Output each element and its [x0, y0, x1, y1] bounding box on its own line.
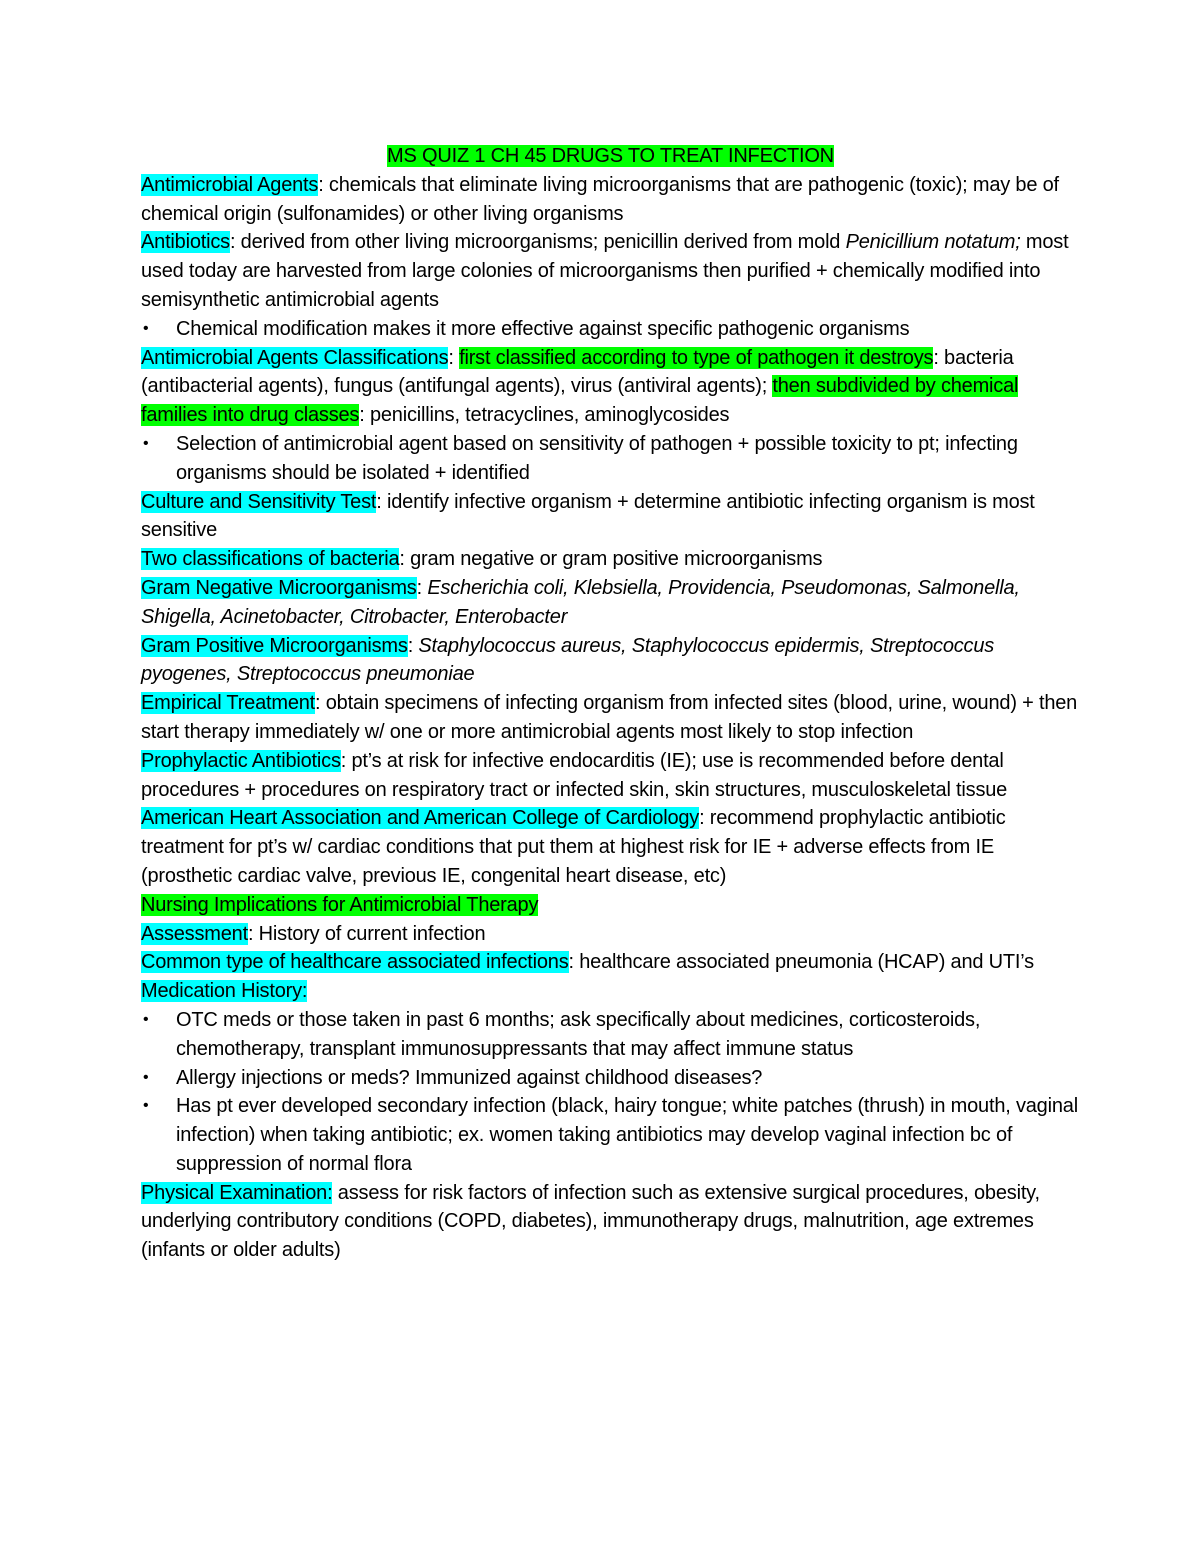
term-gram-negative: Gram Negative Microorganisms: [141, 576, 417, 599]
term-assessment: Assessment: [141, 922, 248, 945]
definition-text: : identify infective organism + determine antibiotic infecting organism is most sensitive: [141, 490, 1035, 542]
list-item: [141, 430, 1080, 488]
separator: :: [448, 346, 460, 369]
bullet-icon: •: [143, 434, 149, 452]
paragraph-assessment: [141, 920, 1080, 949]
paragraph-culture-test: [141, 488, 1080, 546]
bullet-icon: •: [143, 319, 149, 337]
paragraph-medication-history: [141, 977, 1080, 1006]
paragraph-gram-negative: [141, 574, 1080, 632]
definition-text: : gram negative or gram positive microorganisms: [399, 548, 823, 571]
bullet-icon: •: [143, 1097, 149, 1115]
term-antibiotics: Antibiotics: [141, 231, 230, 254]
paragraph-classifications: [141, 344, 1080, 430]
term-culture-test: Culture and Sensitivity Test: [141, 490, 377, 513]
classifications-bullet-list: [141, 430, 1080, 488]
species-list: Escherichia coli, Klebsiella, Providencia, Pseudomonas, Salmonella, Shigella, Acinetobacter, Citrobacter, Enterobacter: [141, 576, 1020, 628]
definition-text: : healthcare associated pneumonia (HCAP) and UTI’s: [568, 951, 1034, 974]
definition-text: : derived from other living microorganisms; penicillin derived from mold: [229, 231, 846, 254]
document-title: [141, 142, 1080, 171]
list-item-text: Allergy injections or meds? Immunized against childhood diseases?: [176, 1066, 763, 1089]
paragraph-gram-positive: [141, 632, 1080, 690]
definition-text: most used today are harvested from large colonies of microorganisms then purified + chemically modified into semisynthetic antimicrobial agents: [141, 231, 1069, 311]
green-highlight-text: then subdivided by chemical families into drug classes: [141, 375, 1019, 427]
definition-text: : recommend prophylactic antibiotic treatment for pt’s w/ cardiac conditions that put them at highest risk for IE + adverse effects from IE (prosthetic cardiac valve, previous IE, congenital heart disease, etc): [141, 807, 1006, 887]
term-gram-positive: Gram Positive Microorganisms: [141, 634, 408, 657]
paragraph-physical-exam: [141, 1179, 1080, 1265]
medication-history-bullet-list: [141, 1006, 1080, 1179]
paragraph-common-type: [141, 948, 1080, 977]
document-body: [141, 142, 1080, 1265]
list-item: [141, 1092, 1080, 1178]
heading-nursing-implications: [141, 891, 1080, 920]
list-item-text: Selection of antimicrobial agent based on sensitivity of pathogen + possible toxicity to pt; infecting organisms should be isolated + identified: [176, 432, 1018, 484]
bullet-icon: •: [143, 1010, 149, 1028]
list-item: [141, 1064, 1080, 1093]
definition-text: : History of current infection: [247, 922, 486, 945]
separator: :: [416, 576, 428, 599]
term-aha-acc: American Heart Association and American College of Cardiology: [141, 807, 700, 830]
paragraph-antibiotics: [141, 228, 1080, 314]
list-item-text: OTC meds or those taken in past 6 months; ask specifically about medicines, corticosteroids, chemotherapy, transplant immunosuppressants that may affect immune status: [176, 1008, 981, 1060]
term-medication-history: Medication History:: [141, 980, 308, 1003]
list-item: [141, 1006, 1080, 1064]
term-prophylactic: Prophylactic Antibiotics: [141, 749, 341, 772]
term-two-classifications: Two classifications of bacteria: [141, 548, 400, 571]
nursing-heading-highlight: Nursing Implications for Antimicrobial Therapy: [141, 893, 539, 916]
term-common-type: Common type of healthcare associated infections: [141, 951, 569, 974]
list-item: [141, 315, 1080, 344]
definition-text: : bacteria (antibacterial agents), fungus (antifungal agents), virus (antiviral agents);: [141, 346, 1014, 398]
term-antimicrobial-agents: Antimicrobial Agents: [141, 173, 319, 196]
term-physical-exam: Physical Examination:: [141, 1181, 333, 1204]
definition-text: assess for risk factors of infection such as extensive surgical procedures, obesity, underlying contributory conditions (COPD, diabetes), immunotherapy drugs, malnutrition, age extremes (infants or older adults): [141, 1181, 1040, 1262]
term-empirical: Empirical Treatment: [141, 692, 316, 715]
paragraph-aha-acc: [141, 804, 1080, 890]
antibiotics-bullet-list: [141, 315, 1080, 344]
list-item-text: Has pt ever developed secondary infection (black, hairy tongue; white patches (thrush) in mouth, vaginal infection) when taking antibiotic; ex. women taking antibiotics may develop vaginal infection bc of suppression of normal flora: [176, 1095, 1078, 1175]
paragraph-prophylactic: [141, 747, 1080, 805]
definition-text: : obtain specimens of infecting organism from infected sites (blood, urine, wound) + then start therapy immediately w/ one or more antimicrobial agents most likely to stop infection: [141, 692, 1078, 743]
title-highlight: MS QUIZ 1 CH 45 DRUGS TO TREAT INFECTION: [387, 145, 834, 167]
paragraph-antimicrobial-agents: [141, 171, 1080, 229]
green-highlight-text: first classified according to type of pathogen it destroys: [459, 346, 934, 369]
definition-text: : chemicals that eliminate living microorganisms that are pathogenic (toxic); may be of chemical origin (sulfonamides) or other living organisms: [141, 173, 1059, 225]
paragraph-empirical: [141, 689, 1080, 747]
bullet-icon: •: [143, 1068, 149, 1086]
species-name: Penicillium notatum;: [845, 231, 1021, 254]
list-item-text: Chemical modification makes it more effective against specific pathogenic organisms: [176, 317, 910, 340]
definition-text: : penicillins, tetracyclines, aminoglycosides: [359, 404, 730, 427]
term-classifications: Antimicrobial Agents Classifications: [141, 346, 449, 369]
species-list: Staphylococcus aureus, Staphylococcus epidermis, Streptococcus pyogenes, Streptococcus pneumoniae: [141, 634, 995, 686]
paragraph-two-classifications: [141, 545, 1080, 574]
definition-text: : pt’s at risk for infective endocarditis (IE); use is recommended before dental procedures + procedures on respiratory tract or infected skin, skin structures, musculoskeletal tissue: [141, 749, 1008, 801]
separator: :: [407, 634, 419, 657]
